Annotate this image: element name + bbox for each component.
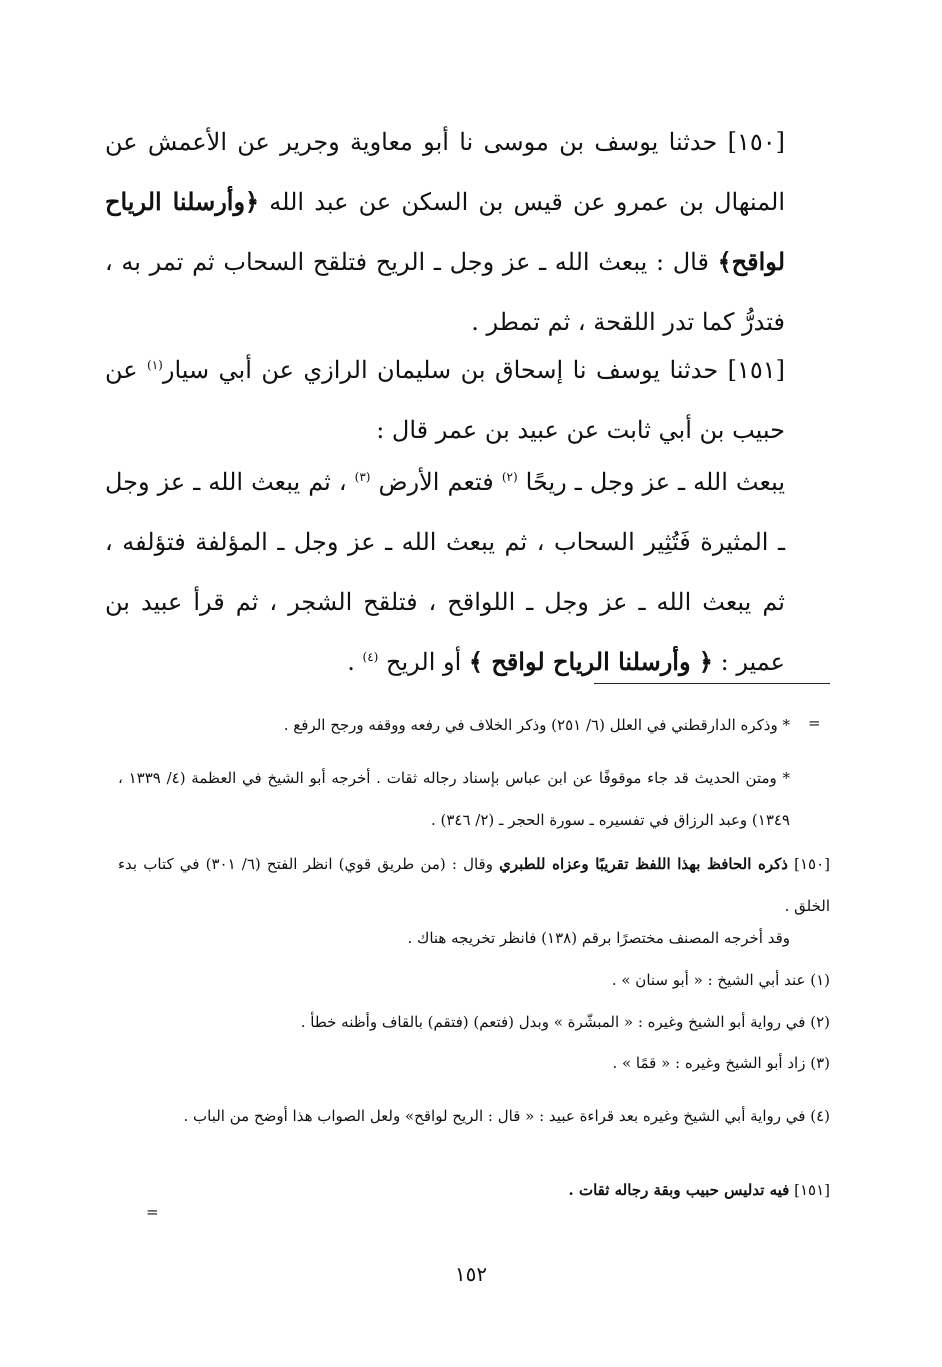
- footnote-151: [118, 1180, 830, 1201]
- footnote-3: (٣) زاد أبو الشيخ وغيره : « قمًا » .: [612, 1054, 830, 1072]
- footnote-marker-3: (٣): [354, 470, 371, 484]
- footnote-150: [118, 843, 830, 927]
- matn-text-1: يبعث الله ـ عز وجل ـ ريحًا: [517, 468, 786, 496]
- hadith-150: [105, 112, 785, 352]
- hadith-151-isnad: عن حبيب بن أبي ثابت عن عبيد بن عمر قال :: [105, 356, 785, 444]
- footnote-151-bold: فيه تدليس حبيب وبقة رجاله ثقات .: [568, 1181, 790, 1199]
- hadith-151: [105, 340, 785, 460]
- matn-text-5: .: [347, 648, 363, 676]
- matn-text-3: ، ثم يبعث الله ـ عز وجل ـ المثيرة فَتُثِير السحاب ، ثم يبعث الله ـ عز وجل ـ المؤلفة فتؤلفه ، ثم يبعث الله ـ عز وجل ـ اللواقح ، فتلقح الشجر ، ثم قرأ عبيد بن عمير :: [105, 468, 785, 676]
- matn-text-4: أو الريح: [378, 648, 469, 676]
- footnote-150-label: [١٥٠]: [787, 855, 831, 873]
- footnote-150-bold: ذكره الحافظ بهذا اللفظ تقريبًا وعزاه للطبري: [499, 855, 788, 873]
- footnote-2: (٢) في رواية أبو الشيخ وغيره : « المبشّرة » وبدل (فتعم) (فتقم) بالقاف وأظنه خطأ .: [300, 1013, 830, 1031]
- footnote-marker-4: (٤): [362, 650, 379, 664]
- footnote-separator: [594, 683, 830, 684]
- footnote-150-cross-ref: وقد أخرجه المصنف مختصرًا برقم (١٣٨) فانظر تخريجه هناك .: [407, 929, 790, 947]
- hadith-151-matn: [105, 452, 785, 692]
- quran-quote: ﴿وأرسلنا الرياح لواقح﴾: [105, 187, 785, 276]
- footnote-daraqutni: * وذكره الدارقطني في العلل (٦/ ٢٥١) وذكر الخلاف في رفعه ووقفه ورجح الرفع .: [283, 716, 790, 734]
- continuation-mark-top: =: [808, 714, 821, 732]
- hadith-150-text: قال : يبعث الله ـ عز وجل ـ الريح فتلقح السحاب ثم تمر به ، فتدرُّ كما تدر اللقحة ، ثم تمطر .: [105, 248, 785, 336]
- hadith-150-intro: [١٥٠] حدثنا يوسف بن موسى نا أبو معاوية وجرير عن الأعمش عن المنهال بن عمرو عن قيس بن السكن عن عبد الله: [105, 128, 785, 216]
- quran-quote-2: ﴿ وأرسلنا الرياح لواقح ﴾: [468, 647, 713, 676]
- footnote-marker-2: (٢): [501, 470, 518, 484]
- footnote-mawquf: * ومتن الحديث قد جاء موقوفًا عن ابن عباس بإسناد رجاله ثقات . أخرجه أبو الشيخ في العظمة (٤/ ١٣٣٩ ، ١٣٤٩) وعبد الرزاق في تفسيره ـ سورة الحجر ـ (٢/ ٣٤٦) .: [118, 769, 790, 829]
- footnote-marker-1: (١): [147, 358, 163, 372]
- page-number: ١٥٢: [454, 1262, 488, 1286]
- footnote-4: (٤) في رواية أبي الشيخ وغيره بعد قراءة عبيد : « قال : الريح لواقح» ولعل الصواب هذا أوضح من الباب .: [183, 1107, 830, 1125]
- footnote-150-rest: وقال : (من طريق قوي) انظر الفتح (٦/ ٣٠١) في كتاب بدء الخلق .: [118, 855, 830, 915]
- footnote-1: (١) عند أبي الشيخ : « أبو سنان » .: [611, 971, 830, 989]
- matn-text-2: فتعم الأرض: [370, 468, 502, 496]
- continuation-mark-bottom: =: [146, 1203, 159, 1221]
- hadith-151-intro: [١٥١] حدثنا يوسف نا إسحاق بن سليمان الرازي عن أبي سيار: [162, 356, 785, 384]
- footnote-151-label: [١٥١]: [789, 1181, 830, 1199]
